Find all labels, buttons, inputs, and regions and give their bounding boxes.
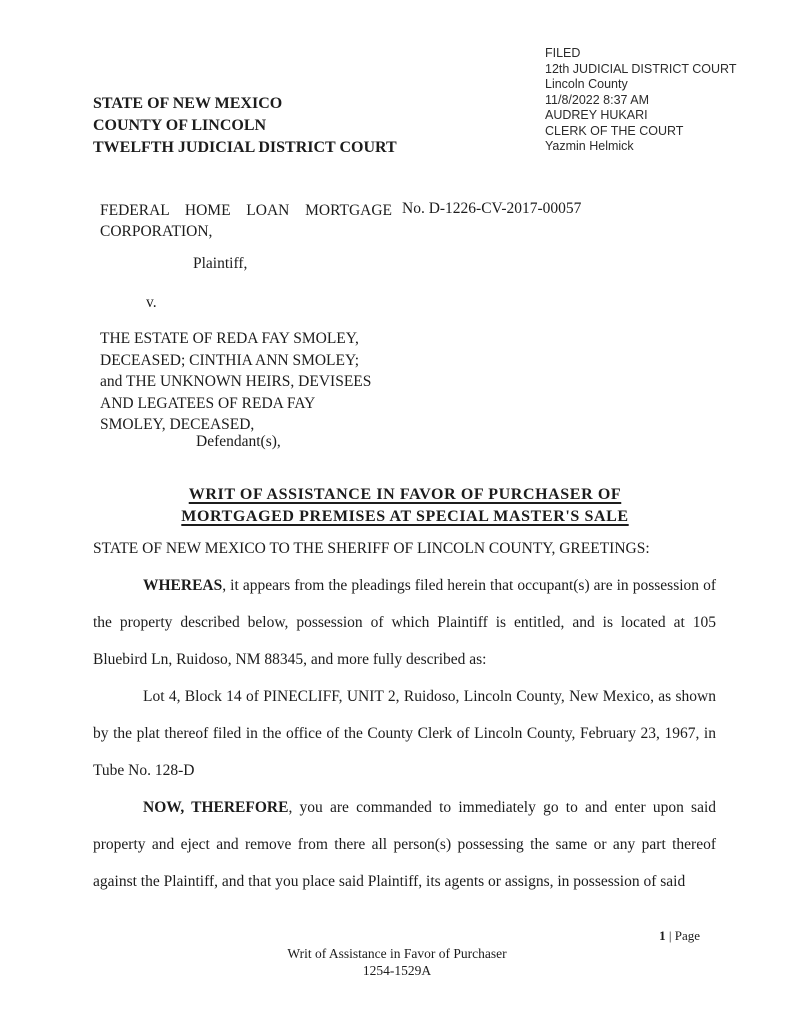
stamp-county-line: Lincoln County	[545, 77, 628, 91]
footer-page-number: 1	[659, 928, 666, 943]
paragraph-legal-description: Lot 4, Block 14 of PINECLIFF, UNIT 2, Ruidoso, Lincoln County, New Mexico, as shown by the plat thereof filed in the office of the County Clerk of Lincoln County, February 23, 1967, in Tube No. 128-D	[93, 688, 716, 779]
now-therefore-lead: NOW, THEREFORE	[143, 799, 289, 816]
defendant-label: Defendant(s),	[196, 433, 281, 450]
stamp-clerk-title-line: CLERK OF THE COURT	[545, 123, 684, 138]
header-county-line: COUNTY OF LINCOLN	[93, 117, 267, 134]
court-header	[93, 93, 397, 159]
greeting-line: STATE OF NEW MEXICO TO THE SHERIFF OF LINCOLN COUNTY, GREETINGS:	[93, 540, 650, 557]
defendant-line: DECEASED; CINTHIA ANN SMOLEY;	[100, 351, 360, 369]
plaintiff-label: Plaintiff,	[193, 255, 248, 272]
footer-doc-name: Writ of Assistance in Favor of Purchaser	[287, 946, 507, 961]
whereas-text: , it appears from the pleadings filed herein that occupant(s) are in possession of the property described below, possession of which Plaintiff is entitled, and is located at 105 Bluebird Ln, Ruidoso, NM 88345, and more fully described as:	[93, 577, 716, 668]
stamp-datetime-line: 11/8/2022 8:37 AM	[545, 92, 650, 107]
stamp-court-line: 12th JUDICIAL DISTRICT COURT	[545, 61, 737, 76]
versus-label: v.	[146, 294, 157, 311]
stamp-clerk-name-line: AUDREY HUKARI	[545, 108, 648, 122]
defendant-line: and THE UNKNOWN HEIRS, DEVISEES	[100, 373, 372, 390]
defendant-name-block	[100, 328, 371, 436]
body-text	[93, 567, 716, 900]
defendant-line: AND LEGATEES OF REDA FAY	[100, 394, 316, 412]
document-title	[93, 484, 717, 527]
filing-stamp	[545, 46, 736, 155]
now-therefore-text: , you are commanded to immediately go to and enter upon said property and eject and remove from there all person(s) possessing the same or any part thereof against the Plaintiff, and that you place said Plaintiff, its agents or assigns, in possession of said	[93, 799, 717, 890]
defendant-line: SMOLEY, DECEASED,	[100, 416, 255, 433]
title-line-1: WRIT OF ASSISTANCE IN FAVOR OF PURCHASER OF	[188, 486, 622, 503]
paragraph-now-therefore	[93, 789, 716, 900]
footer-page-indicator	[659, 928, 700, 944]
plaintiff-name: FEDERAL HOME LOAN MORTGAGE CORPORATION,	[100, 202, 392, 240]
defendant-line: THE ESTATE OF REDA FAY SMOLEY,	[100, 330, 359, 347]
case-number: No. D-1226-CV-2017-00057	[402, 200, 582, 217]
footer-center	[93, 945, 701, 979]
header-court-line: TWELFTH JUDICIAL DISTRICT COURT	[93, 139, 397, 156]
stamp-deputy-name-line: Yazmin Helmick	[545, 139, 634, 153]
stamp-filed-line: FILED	[545, 46, 581, 60]
title-line-2: MORTGAGED PREMISES AT SPECIAL MASTER'S SALE	[181, 507, 629, 525]
header-state-line: STATE OF NEW MEXICO	[93, 95, 283, 112]
footer-doc-code: 1254-1529A	[362, 963, 432, 978]
footer-page-label: | Page	[665, 928, 700, 943]
paragraph-whereas	[93, 567, 716, 678]
whereas-lead: WHEREAS	[143, 577, 223, 594]
